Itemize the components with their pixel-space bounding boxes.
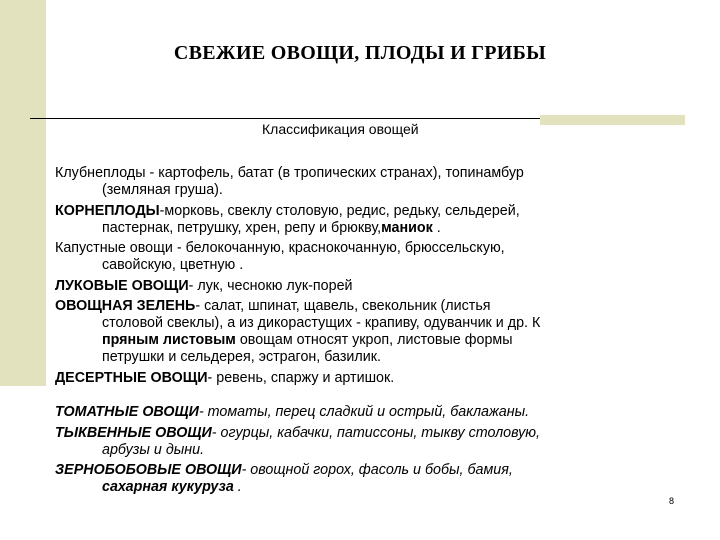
classification-list <box>55 165 695 500</box>
term: ТОМАТНЫЕ ОВОЩИ <box>55 404 199 420</box>
term: ДЕСЕРТНЫЕ ОВОЩИ <box>55 369 208 386</box>
term: Клубнеплоды <box>55 165 146 181</box>
list-item-dessert: ДЕСЕРТНЫЕ ОВОЩИ- ревень, спаржу и артишок. <box>55 369 395 386</box>
list-item-tubers: Клубнеплоды - картофель, батат (в тропических странах), топинамбур (земляная груша). <box>55 165 524 198</box>
divider-accent-block <box>540 115 685 125</box>
list-item-greens: ОВОЩНАЯ ЗЕЛЕНЬ- салат, шпинат, щавель, свекольник (листья столовой свеклы), а из дикорастущих - крапиву, одуванчик и др. К пряным листовым овощам относят укроп, листовые формы петрушки и сельдерея, эстрагон, базилик. <box>55 298 541 365</box>
slide-title: СВЕЖИЕ ОВОЩИ, ПЛОДЫ И ГРИБЫ <box>173 42 547 64</box>
slide-subtitle: Классификация овощей <box>262 121 419 137</box>
term: Капустные овощи <box>55 240 173 256</box>
term: ОВОЩНАЯ ЗЕЛЕНЬ <box>55 298 196 314</box>
term: ЗЕРНОБОБОВЫЕ ОВОЩИ <box>55 462 242 478</box>
list-item-legumes: ЗЕРНОБОБОВЫЕ ОВОЩИ- овощной горох, фасоль и бобы, бамия, сахарная кукуруза . <box>55 462 513 495</box>
list-item-tomato: ТОМАТНЫЕ ОВОЩИ- томаты, перец сладкий и острый, баклажаны. <box>55 404 530 420</box>
list-item-onion: ЛУКОВЫЕ ОВОЩИ- лук, чеснокю лук-порей <box>55 277 353 294</box>
title-divider <box>30 118 542 119</box>
page-number: 8 <box>669 496 675 506</box>
term: ТЫКВЕННЫЕ ОВОЩИ <box>55 424 212 441</box>
term: ЛУКОВЫЕ ОВОЩИ <box>55 277 189 294</box>
list-item-root-vegetables: КОРНЕПЛОДЫ-морковь, свеклу столовую, редис, редьку, сельдерей, пастернак, петрушку, хрен, репу и брюкву,маниок . <box>55 202 520 236</box>
list-item-cabbage: Капустные овощи - белокочанную, краснокочанную, брюссельскую, савойскую, цветную . <box>55 240 505 273</box>
list-item-pumpkin: ТЫКВЕННЫЕ ОВОЩИ- огурцы, кабачки, патиссоны, тыкву столовую, арбузы и дыни. <box>55 424 540 458</box>
spacer <box>55 390 695 404</box>
term: КОРНЕПЛОДЫ <box>55 202 160 219</box>
